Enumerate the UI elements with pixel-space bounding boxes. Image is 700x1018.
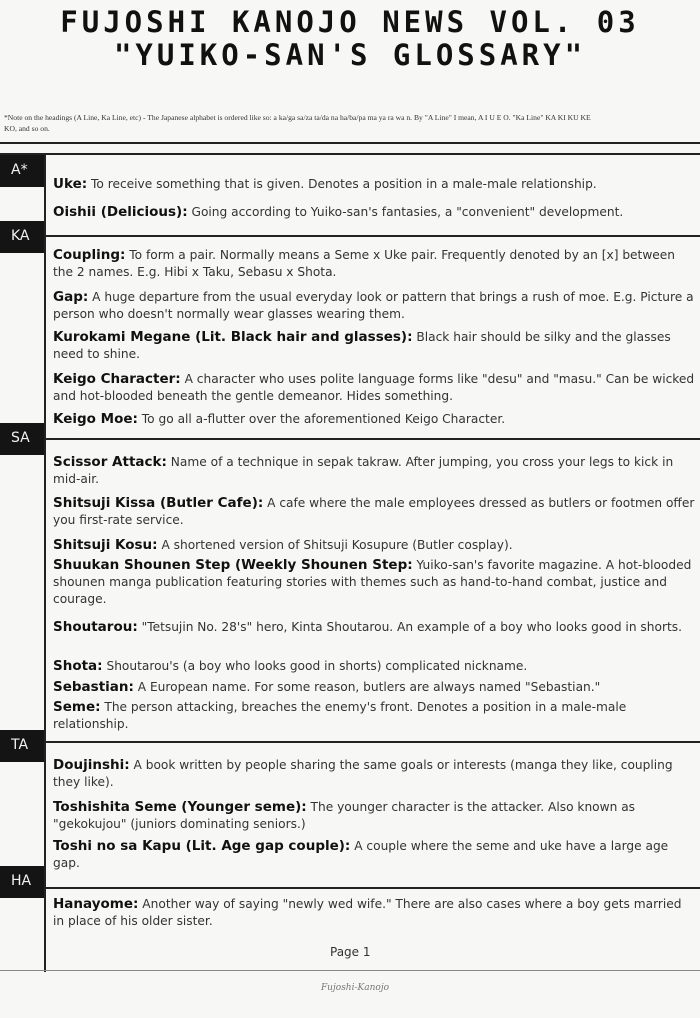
glossary-entry-doujinshi: [53, 757, 695, 791]
entry-definition: Going according to Yuiko-san's fantasies, a "convenient" development.: [191, 205, 624, 219]
entry-definition: A huge departure from the usual everyday look or pattern that brings a rush of moe. E.g. Picture a person who doesn't normally wear glasses wearing them.: [53, 290, 694, 321]
entry-definition: Name of a technique in sepak takraw. After jumping, you cross your legs to kick in mid-air.: [53, 455, 674, 486]
entry-term: Shitsuji Kosu:: [53, 537, 158, 553]
entry-definition: A shortened version of Shitsuji Kosupure (Butler cosplay).: [161, 538, 513, 552]
glossary-entry-shuukan-shounen-step: [53, 557, 695, 608]
glossary-entry-hanayome: [53, 896, 695, 930]
section-divider: [45, 235, 700, 237]
entry-term: Hanayome:: [53, 896, 139, 912]
glossary-entry-shitsuji-kissa: [53, 495, 695, 529]
entry-term: Toshi no sa Kapu (Lit. Age gap couple):: [53, 838, 351, 854]
entry-definition: The younger character is the attacker. Also known as "gekokujou" (juniors dominating seniors.): [53, 800, 636, 831]
section-label-ta: TA: [0, 730, 44, 762]
page-number: Page 1: [330, 945, 371, 959]
glossary-entry-shoutarou: [53, 619, 695, 636]
entry-definition: A book written by people sharing the same goals or interests (manga they like, coupling they like).: [53, 758, 673, 789]
entry-definition: Shoutarou's (a boy who looks good in shorts) complicated nickname.: [106, 659, 528, 673]
section-column-rule: [44, 154, 46, 972]
scanlation-credit: Fujoshi-Kanojo: [320, 983, 390, 993]
section-divider: [45, 741, 700, 743]
glossary-entry-uke: [53, 176, 695, 193]
glossary-entry-kurokami-megane: [53, 329, 695, 363]
entry-term: Toshishita Seme (Younger seme):: [53, 799, 307, 815]
glossary-entry-sebastian: [53, 679, 695, 696]
glossary-entry-keigo-character: [53, 371, 695, 405]
section-label-ha: HA: [0, 866, 44, 898]
entry-definition: The person attacking, breaches the enemy's front. Denotes a position in a male-male relationship.: [53, 700, 627, 731]
entry-definition: To go all a-flutter over the aforementioned Keigo Character.: [141, 412, 506, 426]
entry-term: Kurokami Megane (Lit. Black hair and glasses):: [53, 329, 413, 345]
entry-definition: To form a pair. Normally means a Seme x Uke pair. Frequently denoted by an [x] between the 2 names. E.g. Hibi x Taku, Sebasu x Shota.: [53, 248, 676, 279]
entry-definition: A character who uses polite language forms like "desu" and "masu." Can be wicked and hot-blooded beneath the gentle demeanor. Hides something.: [53, 372, 695, 403]
section-divider: [45, 438, 700, 440]
entry-definition: A European name. For some reason, butlers are always named "Sebastian.": [137, 680, 601, 694]
entry-term: Shitsuji Kissa (Butler Cafe):: [53, 495, 264, 511]
glossary-entry-gap: [53, 289, 695, 323]
entry-term: Keigo Moe:: [53, 411, 138, 427]
section-divider: [45, 887, 700, 889]
glossary-entry-oishii: [53, 204, 695, 221]
entry-term: Uke:: [53, 176, 88, 192]
entry-term: Keigo Character:: [53, 371, 181, 387]
entry-term: Coupling:: [53, 247, 126, 263]
entry-term: Sebastian:: [53, 679, 134, 695]
glossary-entry-scissor-attack: [53, 454, 695, 488]
entry-definition: Black hair should be silky and the glasses need to shine.: [53, 330, 671, 361]
entry-term: Shuukan Shounen Step (Weekly Shounen Step:: [53, 557, 413, 573]
glossary-entry-keigo-moe: [53, 411, 695, 428]
entry-definition: Yuiko-san's favorite magazine. A hot-blooded shounen manga publication featuring stories with themes such as hand-to-hand combat, justice and courage.: [53, 558, 692, 606]
entry-term: Seme:: [53, 699, 101, 715]
section-label-a: A*: [0, 155, 44, 187]
glossary-entry-shota: [53, 658, 695, 675]
entry-term: Shoutarou:: [53, 619, 138, 635]
glossary-entry-toshishita-seme: [53, 799, 695, 833]
entry-term: Oishii (Delicious):: [53, 204, 188, 220]
entry-term: Shota:: [53, 658, 103, 674]
entry-term: Doujinshi:: [53, 757, 130, 773]
entry-definition: Another way of saying "newly wed wife." There are also cases where a boy gets married in place of his older sister.: [53, 897, 682, 928]
glossary-entry-shitsuji-kosu: [53, 537, 695, 554]
heading-note: *Note on the headings (A Line, Ka Line, etc) - The Japanese alphabet is ordered like so: a ka/ga sa/za ta/da na ha/ba/pa ma ya ra wa n. By "A Line" I mean, A I U E O. "Ka Line" KA KI KU KE KO, and so on.: [4, 113, 591, 133]
section-label-ka: KA: [0, 221, 44, 253]
glossary-title: FUJOSHI KANOJO NEWS VOL. 03 "YUIKO-SAN'S GLOSSARY": [60, 5, 640, 72]
entry-definition: A couple where the seme and uke have a large age gap.: [53, 839, 669, 870]
glossary-entry-coupling: [53, 247, 695, 281]
footer-rule: [0, 970, 700, 971]
entry-term: Gap:: [53, 289, 89, 305]
entry-definition: "Tetsujin No. 28's" hero, Kinta Shoutarou. An example of a boy who looks good in shorts.: [141, 620, 682, 634]
section-label-sa: SA: [0, 423, 44, 455]
entry-definition: To receive something that is given. Denotes a position in a male-male relationship.: [91, 177, 597, 191]
glossary-entry-seme: [53, 699, 695, 733]
header-rule: [0, 142, 700, 144]
glossary-entry-toshi-no-sa-kapu: [53, 838, 695, 872]
entry-definition: A cafe where the male employees dressed as butlers or footmen offer you first-rate service.: [53, 496, 695, 527]
entry-term: Scissor Attack:: [53, 454, 167, 470]
header-rule-lower: [0, 153, 700, 155]
